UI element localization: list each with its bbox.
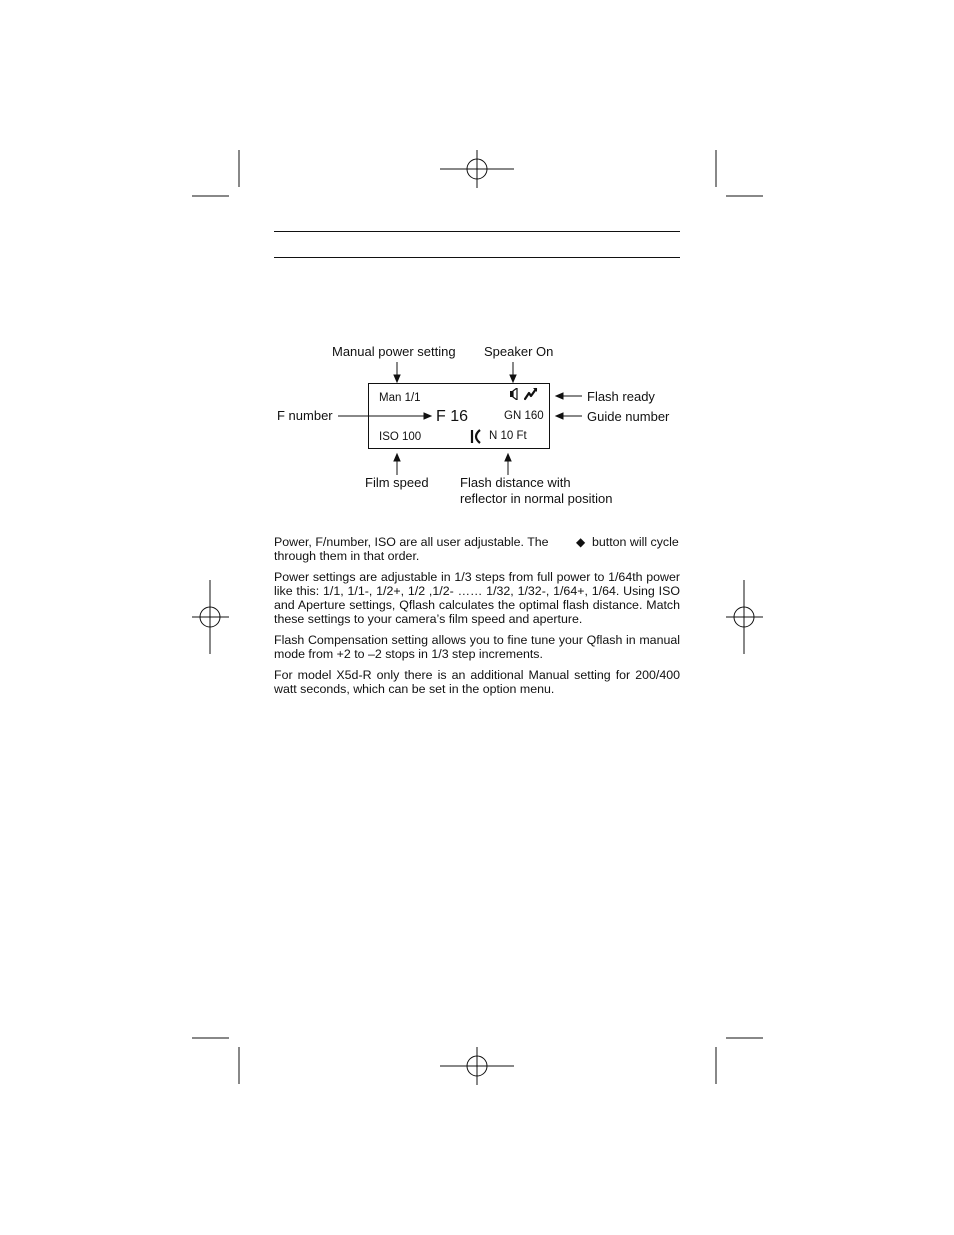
- label-flash-distance-line1: Flash distance with: [460, 475, 571, 490]
- lcd-display: [368, 383, 550, 449]
- label-flash-distance-line2: reflector in normal position: [460, 491, 613, 506]
- label-speaker-on: Speaker On: [484, 344, 554, 359]
- speaker-icon: [509, 388, 520, 400]
- label-guide-number: Guide number: [587, 409, 670, 424]
- label-flash-ready: Flash ready: [587, 389, 655, 404]
- paragraph-flash-compensation: Flash Compensation setting allows you to fine tune your Qflash in manual mode from +2 to –2 stops in 1/3 step increments.: [274, 633, 680, 661]
- lcd-aperture-value: F 16: [436, 408, 469, 425]
- p1-line2-wrap: [274, 535, 680, 563]
- flash-ready-icon: [524, 387, 538, 401]
- p1-text-after: button will cycle through them in that order.: [274, 535, 679, 563]
- lcd-power-value: Man 1/1: [379, 392, 421, 404]
- paragraph-power-settings: Power settings are adjustable in 1/3 steps from full power to 1/64th power like this: 1/1, 1/1-, 1/2+, 1/2 ,1/2- …… 1/32, 1/32-, 1/64+, 1/64. Using ISO and Aperture settings, Qflash calculates the optimal flash distance. Match these settings to your camera’s film speed and aperture.: [274, 570, 680, 626]
- reflector-icon: [469, 429, 482, 444]
- lcd-iso-value: ISO 100: [379, 431, 422, 443]
- diamond-button-icon: ◆: [576, 535, 586, 549]
- lcd-guide-number-value: GN 160: [504, 410, 544, 422]
- label-manual-power-setting: Manual power setting: [332, 344, 456, 359]
- p1-text-before: Power, F/number, ISO are all user adjustable. The: [274, 535, 549, 549]
- label-f-number: F number: [277, 408, 333, 423]
- lcd-distance-value: N 10 Ft: [489, 430, 527, 442]
- paragraph-model-x5d-r: For model X5d-R only there is an additional Manual setting for 200/400 watt seconds, which can be set in the option menu.: [274, 668, 680, 696]
- label-film-speed: Film speed: [365, 475, 429, 490]
